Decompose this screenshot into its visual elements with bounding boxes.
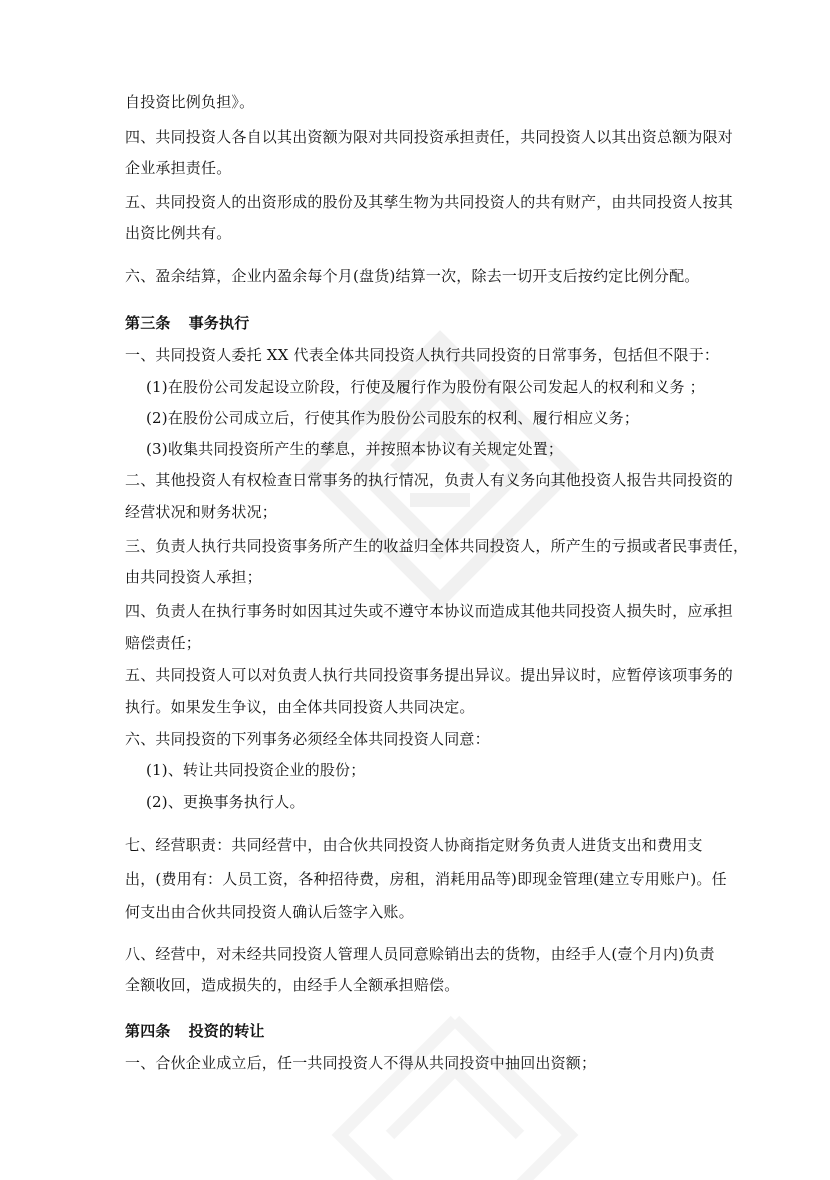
section-heading-4 [125,1021,265,1041]
watermark-bottom-icon [330,1010,580,1180]
text-line: (1)、转让共同投资企业的股份； [146,761,366,779]
section-heading-3 [125,313,249,333]
section-number: 第三条 [125,314,171,332]
text-line: 一、合伙企业成立后，任一共同投资人不得从共同投资中抽回出资额； [125,1054,597,1072]
text-line: 出资比例共有。 [125,224,232,242]
text-line: 五、共同投资人可以对负责人执行共同投资事务提出异议。提出异议时，应暂停该项事务的 [125,666,734,684]
text-line: (1)在股份公司发起设立阶段，行使及履行作为股份有限公司发起人的权利和义务 ； [146,378,705,396]
text-line: 二、其他投资人有权检查日常事务的执行情况，负责人有义务向其他投资人报告共同投资的 [125,471,734,489]
text-line: 四、负责人在执行事务时如因其过失或不遵守本协议而造成其他共同投资人损失时，应承担 [125,602,734,620]
text-line: 一、共同投资人委托 XX 代表全体共同投资人执行共同投资的日常事务，包括但不限于： [125,346,720,364]
section-number: 第四条 [125,1022,171,1040]
text-line: 三、负责人执行共同投资事务所产生的收益归全体共同投资人，所产生的亏损或者民事责任， [125,537,749,555]
text-line: 执行。如果发生争议，由全体共同投资人共同决定。 [125,698,475,716]
text-line: 自投资比例负担》。 [125,93,255,111]
text-line: 七、经营职责：共同经营中，由合伙共同投资人协商指定财务负责人进货支出和费用支 [125,836,703,854]
text-line: 四、共同投资人各自以其出资额为限对共同投资承担责任，共同投资人以其出资总额为限对 [125,128,734,146]
text-line: 五、共同投资人的出资形成的股份及其孳生物为共同投资人的共有财产，由共同投资人按其 [125,193,734,211]
text-line: 企业承担责任。 [125,159,232,177]
text-line: 全额收回，造成损失的，由经手人全额承担赔偿。 [125,976,460,994]
section-title: 事务执行 [188,314,250,332]
text-line: (2)在股份公司成立后，行使其作为股份公司股东的权利、履行相应义务； [146,409,640,427]
text-line: 赔偿责任； [125,634,202,652]
text-line: 由共同投资人承担； [125,568,262,586]
text-line: (2)、更换事务执行人。 [146,793,305,811]
text-line: 六、盈余结算，企业内盈余每个月(盘货)结算一次，除去一切开支后按约定比例分配。 [125,267,700,285]
text-line: 经营状况和财务状况； [125,503,278,521]
text-line: (3)收集共同投资所产生的孳息，并按照本协议有关规定处置； [146,440,564,458]
text-line: 何支出由合伙共同投资人确认后签字入账。 [125,903,414,921]
text-line: 八、经营中，对未经共同投资人管理人员同意赊销出去的货物，由经手人(壹个月内)负责 [125,945,715,963]
section-title: 投资的转让 [188,1022,265,1040]
text-line: 出，(费用有：人员工资，各种招待费，房租，消耗用品等)即现金管理(建立专用账户)。任 [125,870,727,888]
text-line: 六、共同投资的下列事务必须经全体共同投资人同意： [125,730,490,748]
